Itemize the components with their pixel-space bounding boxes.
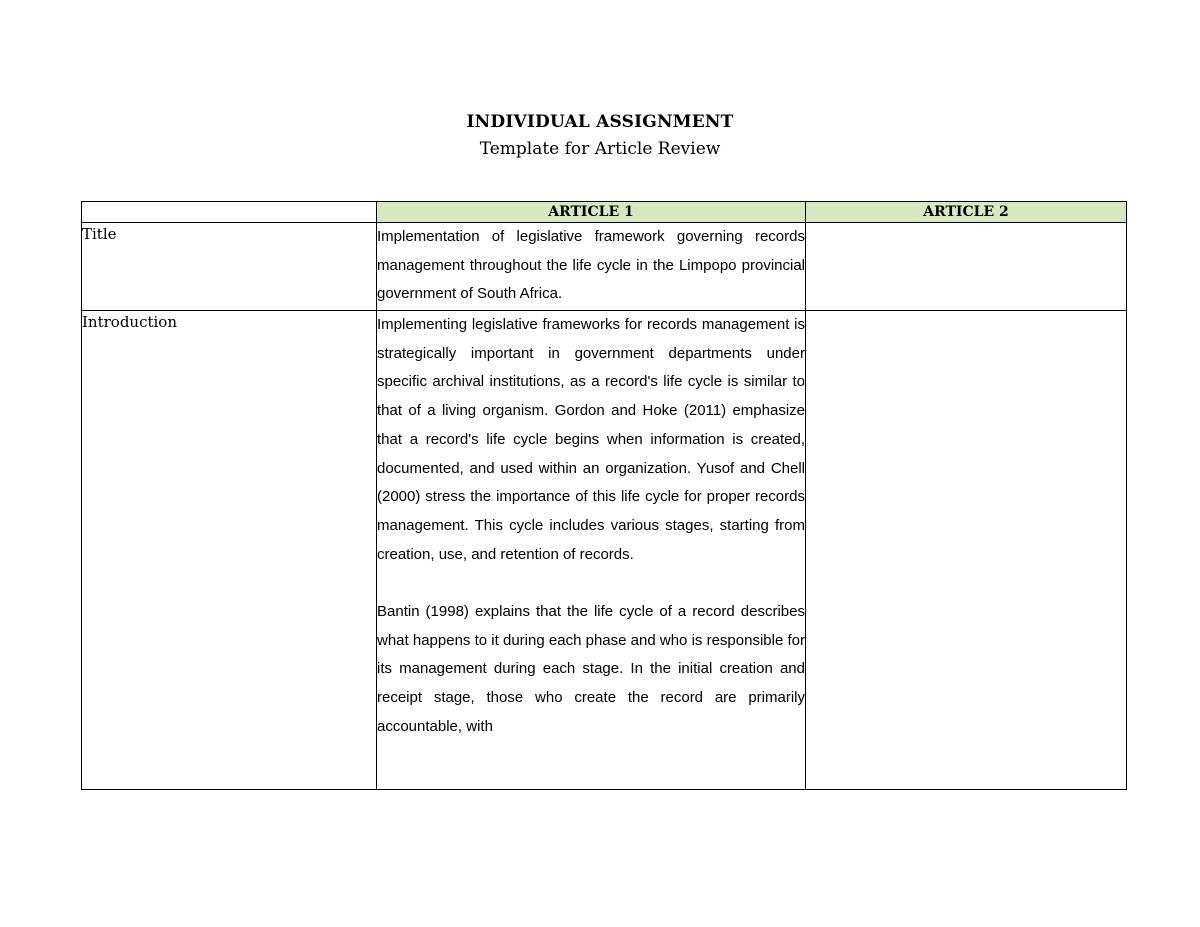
title-article-2-cell [806, 223, 1127, 311]
introduction-text-clip [377, 311, 805, 789]
article-review-table [81, 201, 1127, 790]
introduction-article-2-cell [806, 311, 1127, 790]
introduction-article-1-cell [377, 311, 806, 790]
row-label-introduction: Introduction [82, 311, 377, 790]
title-article-1-cell [377, 223, 806, 311]
header-article-1: ARTICLE 1 [377, 202, 806, 223]
document-title: INDIVIDUAL ASSIGNMENT [466, 112, 734, 132]
row-label-title: Title [82, 223, 377, 311]
introduction-paragraph-2: Bantin (1998) explains that the life cycle of a record describes what happens to it during each phase and who is responsible for its management during each stage. In the initial creation and receipt stage, those who create the record are primarily accountable, with [377, 603, 805, 735]
document-subtitle: Template for Article Review [479, 139, 721, 159]
table-row-title [82, 223, 1127, 311]
introduction-paragraph-1: Implementing legislative frameworks for records management is strategically important in government departments under specific archival institutions, as a record's life cycle is similar to that of a living organism. Gordon and Hoke (2011) emphasize that a record's life cycle begins when information is created, documented, and used within an organization. Yusof and Chell (2000) stress the importance of this life cycle for proper records management. This cycle includes various stages, starting from creation, use, and retention of records. [377, 316, 805, 563]
page-heading [0, 110, 1200, 164]
table-row-introduction [82, 311, 1127, 790]
table-header-row [82, 202, 1127, 223]
header-article-2: ARTICLE 2 [806, 202, 1127, 223]
title-article-1-text: Implementation of legislative framework governing records management throughout the life cycle in the Limpopo provincial government of South Africa. [377, 228, 805, 303]
header-blank-cell [82, 202, 377, 223]
